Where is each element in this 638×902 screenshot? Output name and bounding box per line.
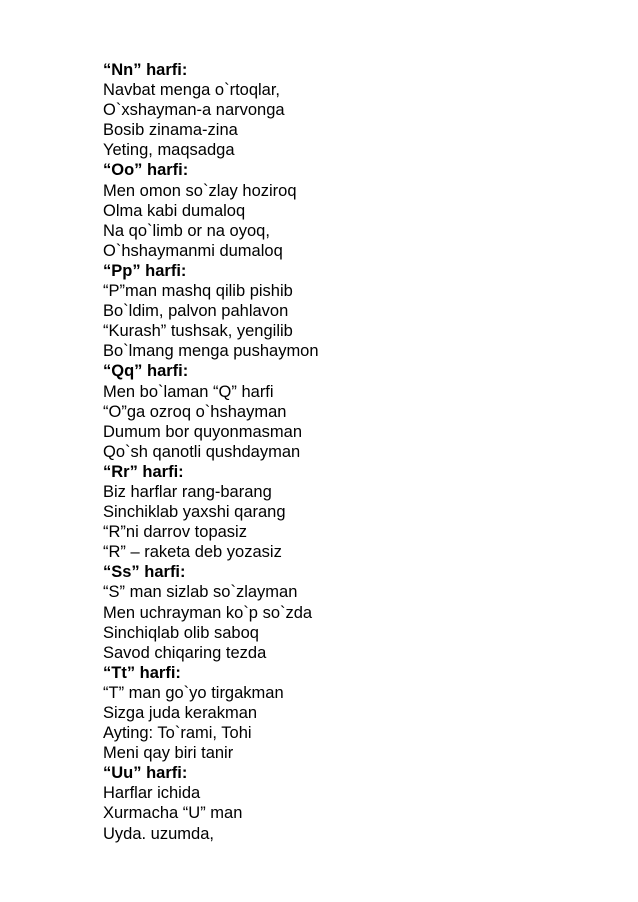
poem-line: Qo`sh qanotli qushdayman [103, 442, 301, 461]
section-nn [103, 60, 603, 160]
poem-line: “O”ga ozroq o`hshayman [103, 402, 287, 421]
section-heading: “Pp” harfi: [103, 261, 187, 280]
poem-line: Olma kabi dumaloq [103, 201, 246, 220]
poem-line: Xurmacha “U” man [103, 804, 243, 823]
section-heading: “Tt” harfi: [103, 663, 181, 682]
section-heading: “Rr” harfi: [103, 462, 184, 481]
poem-line: Sinchiklab yaxshi qarang [103, 503, 286, 522]
poem-line: Bo`ldim, palvon pahlavon [103, 302, 289, 321]
poem-line: Uyda. uzumda, [103, 824, 214, 843]
section-ss [103, 562, 603, 662]
poem-line: “S” man sizlab so`zlayman [103, 583, 298, 602]
poem-line: “R” – raketa deb yozasiz [103, 543, 282, 562]
poem-line: Savod chiqaring tezda [103, 643, 267, 662]
poem-line: Men omon so`zlay hoziroq [103, 181, 297, 200]
poem-line: Men bo`laman “Q” harfi [103, 382, 274, 401]
poem-line: Sinchiqlab olib saboq [103, 623, 259, 642]
poem-line: Bosib zinama-zina [103, 121, 238, 140]
section-rr [103, 462, 603, 562]
poem-line: “Kurash” tushsak, yengilib [103, 322, 293, 341]
poem-line: “R”ni darrov topasiz [103, 523, 247, 542]
poem-line: Ayting: To`rami, Tohi [103, 724, 252, 743]
poem-line: O`xshayman-a narvonga [103, 101, 285, 120]
section-qq [103, 361, 603, 461]
poem-line: Meni qay biri tanir [103, 744, 234, 763]
section-heading: “Oo” harfi: [103, 161, 189, 180]
poem-line: Dumum bor quyonmasman [103, 422, 302, 441]
section-heading: “Nn” harfi: [103, 61, 188, 79]
section-heading: “Qq” harfi: [103, 362, 189, 381]
section-heading: “Ss” harfi: [103, 563, 186, 582]
poem-line: Sizga juda kerakman [103, 704, 258, 722]
poem-line: Bo`lmang menga pushaymon [103, 342, 319, 361]
section-tt [103, 663, 603, 763]
poem-line: Na qo`limb or na oyoq, [103, 221, 270, 240]
poem-line: Harflar ichida [103, 784, 201, 803]
section-pp [103, 261, 603, 361]
poem-line: “P”man mashq qilib pishib [103, 282, 293, 301]
section-uu [103, 763, 603, 843]
poem-line: Men uchrayman ko`p so`zda [103, 603, 313, 622]
section-heading: “Uu” harfi: [103, 764, 188, 783]
poem-line: O`hshaymanmi dumaloq [103, 241, 283, 260]
poem-line: Yeting, maqsadga [103, 141, 235, 160]
poem-line: Navbat menga o`rtoqlar, [103, 81, 281, 100]
document-page [103, 60, 603, 844]
poem-line: Biz harflar rang-barang [103, 482, 272, 501]
poem-line: “T” man go`yo tirgakman [103, 683, 284, 702]
section-oo [103, 160, 603, 260]
